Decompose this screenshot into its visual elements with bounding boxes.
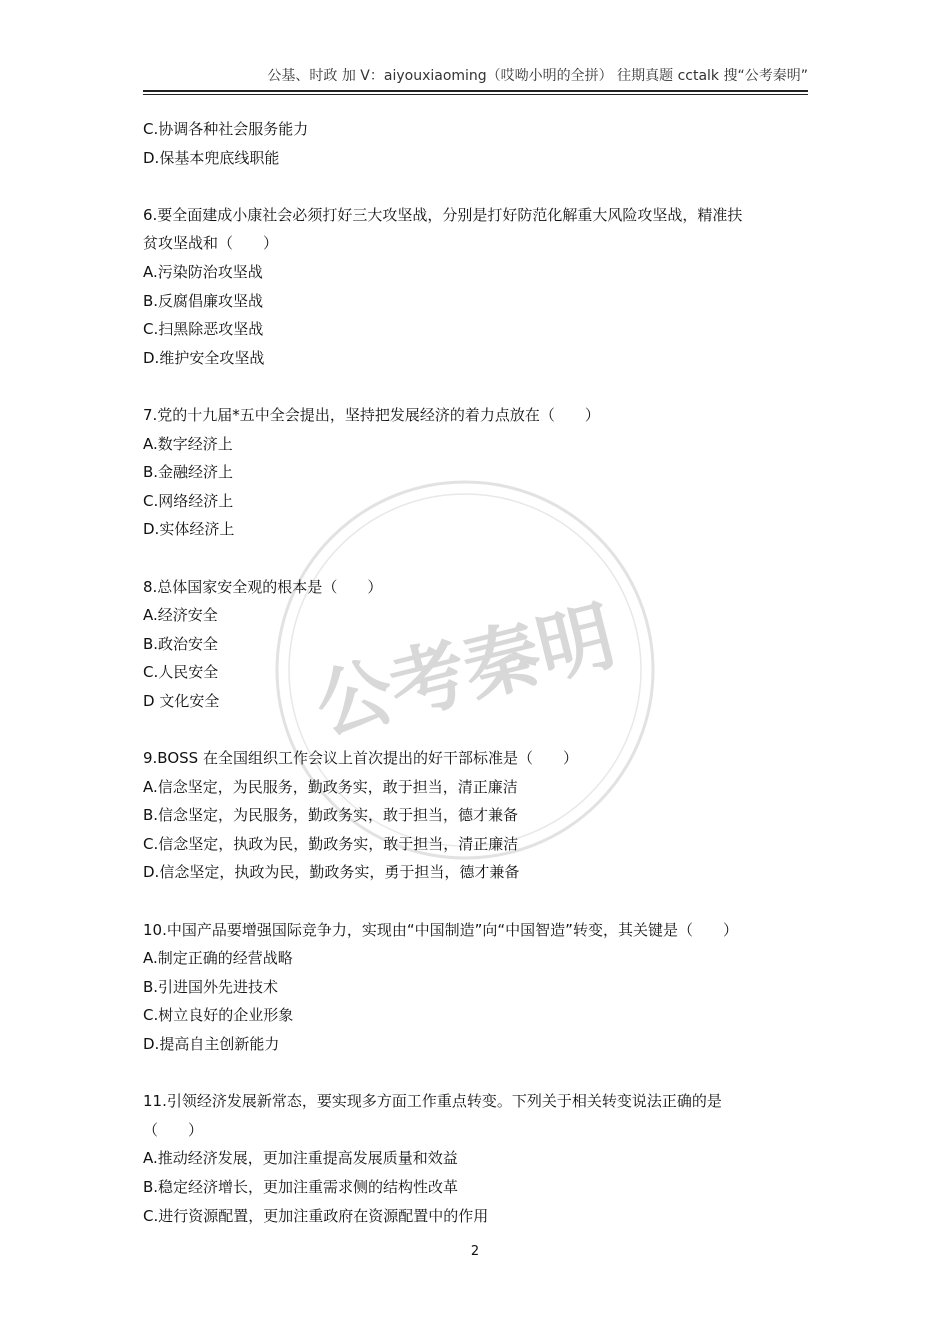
page-number: 2 [470, 1244, 480, 1259]
text-line: C.进行资源配置，更加注重政府在资源配置中的作用 [143, 1206, 489, 1225]
text-line: B.政治安全 [143, 634, 219, 653]
paragraph-gap [143, 544, 808, 573]
text-line: A.经济安全 [143, 606, 218, 625]
watermark-text: 公考秦明 [306, 590, 624, 751]
text-line: D.实体经济上 [143, 520, 235, 539]
text-line: B.引进国外先进技术 [143, 977, 279, 996]
text-line: A.推动经济发展，更加注重提高发展质量和效益 [143, 1149, 458, 1168]
text-line: C.人民安全 [143, 663, 219, 682]
question-line: 8.总体国家安全观的根本是（ ） [143, 577, 383, 596]
paragraph-gap [143, 715, 808, 744]
text-line: B.反腐倡廉攻坚战 [143, 291, 264, 310]
header-rule-thick [143, 90, 808, 92]
header-rule-thin [143, 94, 808, 95]
question-line: 9.BOSS 在全国组织工作会议上首次提出的好干部标准是（ ） [143, 749, 578, 768]
text-line: C.协调各种社会服务能力 [143, 120, 309, 138]
text-line: A.数字经济上 [143, 434, 233, 453]
text-line: B.金融经济上 [143, 463, 234, 482]
text-line: D.信念坚定，执政为民，勤政务实，勇于担当，德才兼备 [143, 863, 520, 882]
question-line: 11.引领经济发展新常态，要实现多方面工作重点转变。下列关于相关转变说法正确的是 [143, 1092, 722, 1111]
text-line: A.污染防治攻坚战 [143, 262, 263, 281]
text-line: 贫攻坚战和（ ） [143, 234, 279, 253]
question-line: 6.要全面建成小康社会必须打好三大攻坚战，分别是打好防范化解重大风险攻坚战，精准扶 [143, 205, 743, 224]
paragraph-gap [143, 887, 808, 916]
document-body [143, 115, 808, 1230]
question-line: 7.党的十九届*五中全会提出，坚持把发展经济的着力点放在（ ） [143, 405, 600, 424]
text-line: C.扫黑除恶攻坚战 [143, 320, 264, 339]
text-line: C.信念坚定，执政为民，勤政务实，敢于担当，清正廉洁 [143, 834, 519, 853]
paragraph-gap [143, 1059, 808, 1088]
question-line: 10.中国产品要增强国际竞争力，实现由“中国制造”向“中国智造”转变，其关键是（ ） [143, 920, 738, 939]
text-line: D.提高自主创新能力 [143, 1035, 280, 1053]
text-line: D.保基本兜底线职能 [143, 148, 280, 167]
page-header: 公基、时政 加 V：aiyouxiaoming（哎呦小明的全拼） 往期真题 cctalk 搜“公考秦明” [267, 68, 808, 84]
text-line: A.信念坚定，为民服务，勤政务实，敢于担当，清正廉洁 [143, 777, 518, 796]
text-line: （ ） [143, 1120, 204, 1139]
text-line: C.网络经济上 [143, 491, 234, 510]
text-line: D.维护安全攻坚战 [143, 348, 265, 367]
paragraph-gap [143, 172, 808, 201]
paragraph-gap [143, 372, 808, 401]
text-line: A.制定正确的经营战略 [143, 949, 293, 968]
text-line: D 文化安全 [143, 691, 220, 710]
text-line: B.稳定经济增长，更加注重需求侧的结构性改革 [143, 1177, 459, 1196]
text-line: C.树立良好的企业形象 [143, 1006, 294, 1025]
text-line: B.信念坚定，为民服务，勤政务实，敢于担当，德才兼备 [143, 806, 519, 825]
